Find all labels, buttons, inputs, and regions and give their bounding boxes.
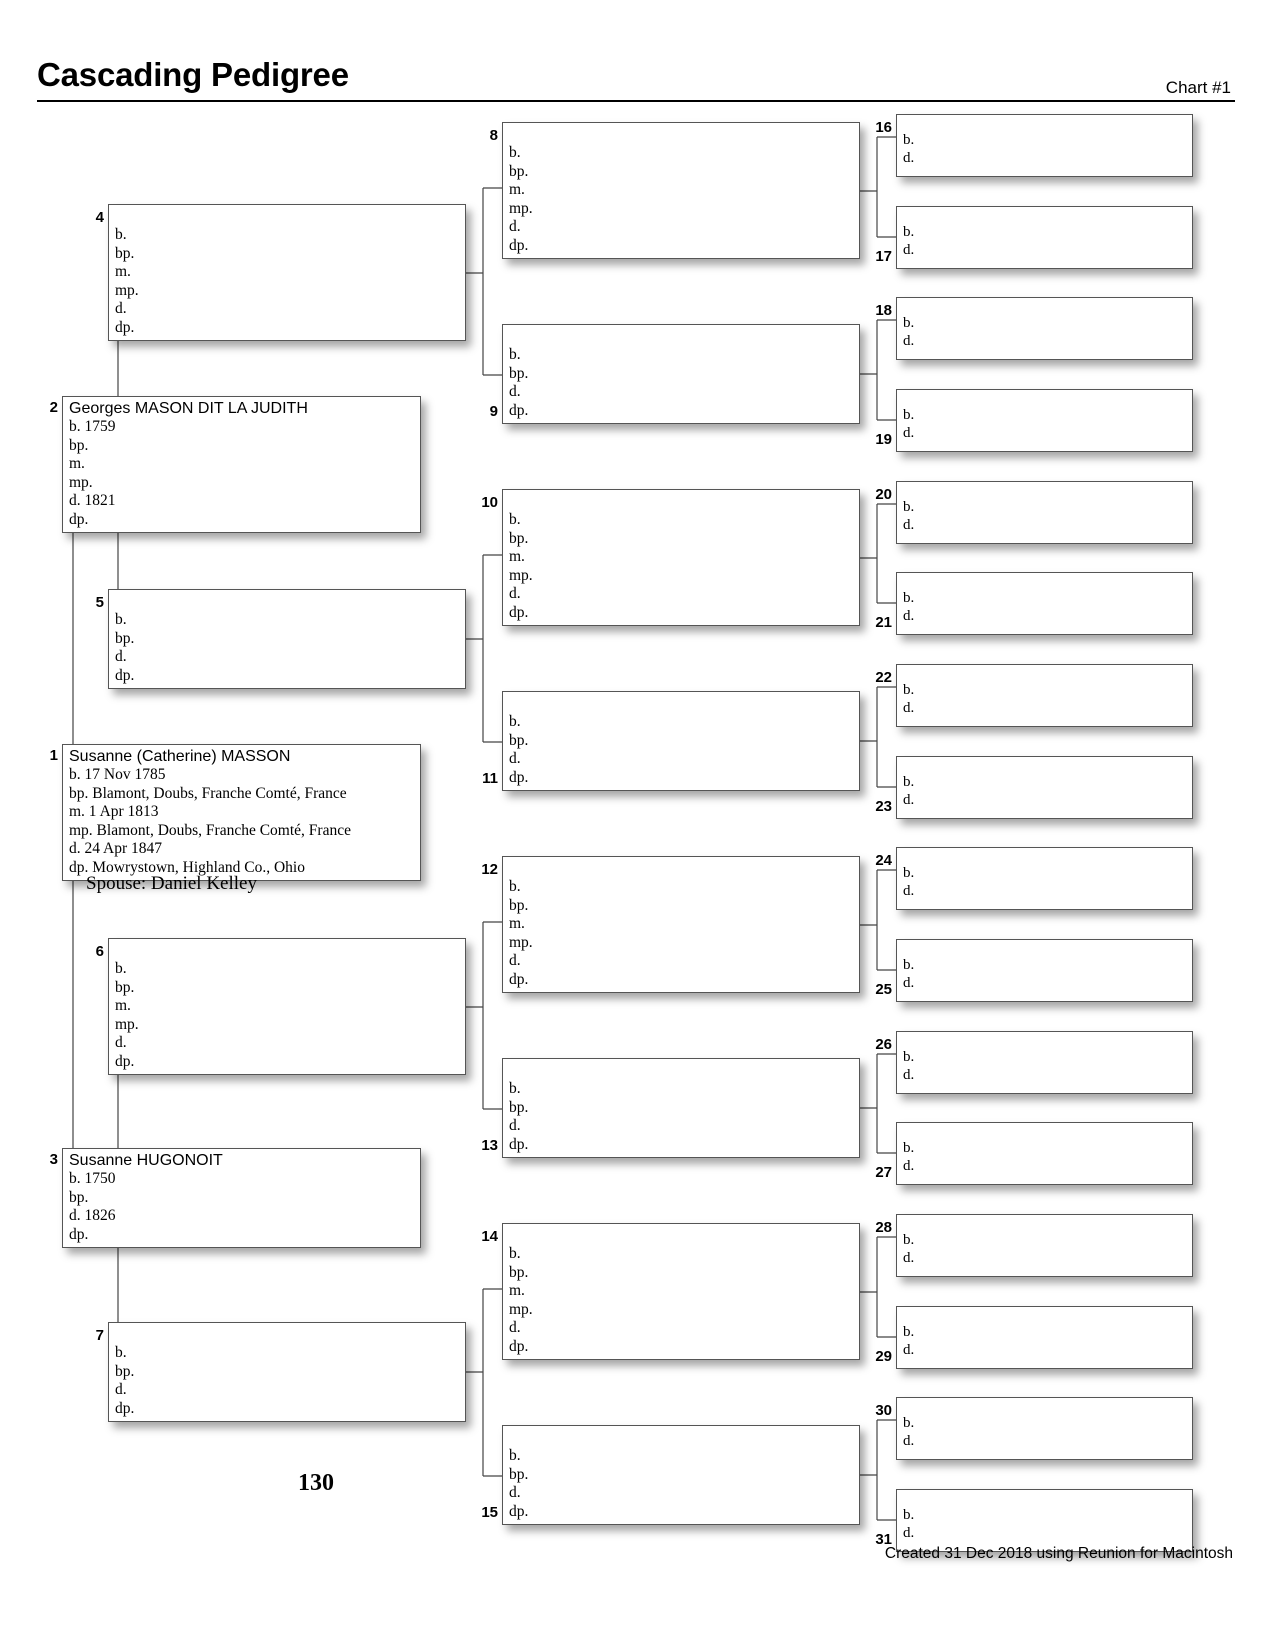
person-name xyxy=(897,848,1192,864)
person-number: 14 xyxy=(481,1228,498,1245)
person-detail-line: dp. xyxy=(115,666,135,684)
person-detail-line: b. xyxy=(903,132,915,148)
person-name xyxy=(897,1490,1192,1506)
person-name xyxy=(897,573,1192,589)
person-detail-line: dp. xyxy=(509,970,529,988)
page-title: Cascading Pedigree xyxy=(37,56,349,93)
person-detail-line: d. xyxy=(115,300,127,317)
person-detail-line: bp. xyxy=(115,978,135,996)
person-name xyxy=(503,857,859,878)
person-box-13 xyxy=(502,1058,860,1158)
person-number: 15 xyxy=(481,1504,498,1521)
person-detail-line: b. 1750 xyxy=(69,1170,116,1187)
person-name xyxy=(503,1426,859,1447)
person-number: 6 xyxy=(95,943,104,960)
person-number: 27 xyxy=(875,1164,892,1181)
person-number: 22 xyxy=(875,669,892,686)
person-number: 9 xyxy=(489,403,498,420)
person-detail-line: mp. xyxy=(69,473,93,491)
person-name xyxy=(503,490,859,511)
footer-credit: Created 31 Dec 2018 using Reunion for Macintosh xyxy=(884,1545,1233,1562)
person-detail-line: b. xyxy=(903,682,915,698)
person-number: 25 xyxy=(875,981,892,998)
person-box-21 xyxy=(896,572,1193,635)
person-box-19 xyxy=(896,389,1193,452)
person-name xyxy=(897,482,1192,498)
person-detail-line: mp. xyxy=(115,281,139,299)
person-detail-line: b. xyxy=(509,144,521,161)
person-name xyxy=(503,1224,859,1245)
person-detail-line: d. xyxy=(903,242,915,258)
person-number: 24 xyxy=(875,852,892,869)
person-box-15 xyxy=(502,1425,860,1525)
person-name xyxy=(897,298,1192,314)
person-detail-line: b. xyxy=(903,865,915,881)
person-detail-line: bp. xyxy=(69,436,89,454)
person-number: 20 xyxy=(875,486,892,503)
person-detail-line: d. xyxy=(509,585,521,602)
person-name: Susanne HUGONOIT xyxy=(69,1152,223,1169)
person-number: 3 xyxy=(49,1151,58,1168)
person-detail-line: m. xyxy=(509,915,525,932)
person-detail-line: bp. Blamont, Doubs, Franche Comté, France xyxy=(69,784,347,802)
person-number: 31 xyxy=(875,1531,892,1548)
person-box-1 xyxy=(62,744,421,881)
person-detail-line: bp. xyxy=(509,162,529,180)
person-box-3 xyxy=(62,1148,421,1248)
person-detail-line: b. xyxy=(903,1507,915,1523)
person-detail-line: b. xyxy=(903,1140,915,1156)
person-number: 29 xyxy=(875,1348,892,1365)
person-number: 21 xyxy=(875,614,892,631)
person-detail-line: d. xyxy=(903,700,915,716)
person-detail-line: d. xyxy=(509,383,521,400)
person-number: 28 xyxy=(875,1219,892,1236)
spouse-label: Spouse: Daniel Kelley xyxy=(86,873,257,894)
person-detail-line: mp. Blamont, Doubs, Franche Comté, France xyxy=(69,821,351,839)
person-name xyxy=(897,665,1192,681)
person-detail-line: d. 24 Apr 1847 xyxy=(69,840,162,857)
person-detail-line: b. xyxy=(903,590,915,606)
person-box-17 xyxy=(896,206,1193,269)
person-detail-line: b. xyxy=(903,1232,915,1248)
person-detail-line: m. xyxy=(509,1282,525,1299)
person-number: 1 xyxy=(49,747,58,764)
person-detail-line: b. xyxy=(903,774,915,790)
person-detail-line: b. xyxy=(509,1447,521,1464)
person-number: 4 xyxy=(95,209,104,226)
person-detail-line: b. xyxy=(509,511,521,528)
person-detail-line: dp. xyxy=(69,510,89,528)
person-name xyxy=(897,1307,1192,1323)
person-box-28 xyxy=(896,1214,1193,1277)
person-detail-line: b. xyxy=(903,315,915,331)
person-number: 18 xyxy=(875,302,892,319)
person-detail-line: bp. xyxy=(509,896,529,914)
person-name xyxy=(503,123,859,144)
person-detail-line: b. xyxy=(903,499,915,515)
person-name xyxy=(897,1398,1192,1414)
person-detail-line: d. xyxy=(903,1158,915,1174)
person-name xyxy=(897,115,1192,131)
person-name xyxy=(503,1059,859,1080)
person-detail-line: b. 1759 xyxy=(69,418,116,435)
person-detail-line: d. xyxy=(903,1433,915,1449)
person-detail-line: mp. xyxy=(509,1300,533,1318)
person-detail-line: m. xyxy=(509,548,525,565)
person-detail-line: d. xyxy=(903,975,915,991)
person-box-18 xyxy=(896,297,1193,360)
person-number: 2 xyxy=(49,399,58,416)
person-detail-line: bp. xyxy=(509,1263,529,1281)
person-number: 8 xyxy=(489,127,498,144)
person-detail-line: dp. Mowrystown, Highland Co., Ohio xyxy=(69,858,305,876)
person-name xyxy=(897,940,1192,956)
person-box-8 xyxy=(502,122,860,259)
person-detail-line: m. xyxy=(115,263,131,280)
person-detail-line: d. xyxy=(509,952,521,969)
person-name xyxy=(897,1123,1192,1139)
person-detail-line: b. xyxy=(903,224,915,240)
person-box-27 xyxy=(896,1122,1193,1185)
person-detail-line: b. xyxy=(115,226,127,243)
person-detail-line: d. xyxy=(903,1342,915,1358)
person-detail-line: d. xyxy=(903,608,915,624)
person-number: 19 xyxy=(875,431,892,448)
person-box-11 xyxy=(502,691,860,791)
person-detail-line: dp. xyxy=(509,1135,529,1153)
person-box-26 xyxy=(896,1031,1193,1094)
page-number: 130 xyxy=(298,1470,334,1496)
person-detail-line: d. xyxy=(115,1034,127,1051)
person-detail-line: mp. xyxy=(509,199,533,217)
person-name xyxy=(897,1032,1192,1048)
person-detail-line: d. 1821 xyxy=(69,492,116,509)
person-detail-line: m. 1 Apr 1813 xyxy=(69,803,159,820)
person-box-30 xyxy=(896,1397,1193,1460)
person-detail-line: d. xyxy=(903,150,915,166)
person-detail-line: b. xyxy=(115,960,127,977)
person-detail-line: b. xyxy=(509,1080,521,1097)
person-number: 23 xyxy=(875,798,892,815)
person-detail-line: m. xyxy=(509,181,525,198)
person-detail-line: d. xyxy=(115,1381,127,1398)
person-detail-line: dp. xyxy=(509,603,529,621)
person-detail-line: mp. xyxy=(509,933,533,951)
person-detail-line: dp. xyxy=(509,1502,529,1520)
person-detail-line: bp. xyxy=(509,529,529,547)
person-name xyxy=(503,692,859,713)
person-detail-line: bp. xyxy=(509,1098,529,1116)
person-detail-line: d. xyxy=(509,1484,521,1501)
person-name xyxy=(109,939,465,960)
person-box-2 xyxy=(62,396,421,533)
person-box-24 xyxy=(896,847,1193,910)
person-name: Georges MASON DIT LA JUDITH xyxy=(69,400,308,417)
person-detail-line: bp. xyxy=(509,1465,529,1483)
person-detail-line: bp. xyxy=(509,364,529,382)
person-detail-line: dp. xyxy=(509,236,529,254)
person-detail-line: b. xyxy=(115,1344,127,1361)
person-name xyxy=(897,757,1192,773)
person-detail-line: b. 17 Nov 1785 xyxy=(69,766,166,783)
person-detail-line: d. xyxy=(903,425,915,441)
person-detail-line: bp. xyxy=(69,1188,89,1206)
person-detail-line: d. xyxy=(903,883,915,899)
person-detail-line: dp. xyxy=(115,1399,135,1417)
person-number: 11 xyxy=(482,770,498,787)
person-detail-line: b. xyxy=(115,611,127,628)
person-box-25 xyxy=(896,939,1193,1002)
person-number: 7 xyxy=(95,1327,104,1344)
person-detail-line: d. xyxy=(509,750,521,767)
person-detail-line: b. xyxy=(903,1049,915,1065)
person-detail-line: b. xyxy=(509,346,521,363)
person-name xyxy=(897,207,1192,223)
person-number: 17 xyxy=(875,248,892,265)
person-detail-line: d. xyxy=(903,1525,915,1541)
person-detail-line: dp. xyxy=(115,1052,135,1070)
person-name xyxy=(109,205,465,226)
person-detail-line: d. xyxy=(903,792,915,808)
person-number: 26 xyxy=(875,1036,892,1053)
person-number: 12 xyxy=(481,861,498,878)
person-detail-line: d. xyxy=(903,517,915,533)
person-box-12 xyxy=(502,856,860,993)
person-number: 16 xyxy=(875,119,892,136)
person-name xyxy=(897,1215,1192,1231)
person-detail-line: b. xyxy=(903,1415,915,1431)
person-detail-line: b. xyxy=(509,1245,521,1262)
person-detail-line: dp. xyxy=(509,401,529,419)
person-box-5 xyxy=(108,589,466,689)
person-box-6 xyxy=(108,938,466,1075)
person-box-23 xyxy=(896,756,1193,819)
person-detail-line: m. xyxy=(69,455,85,472)
person-detail-line: bp. xyxy=(115,629,135,647)
person-detail-line: b. xyxy=(903,957,915,973)
person-detail-line: d. xyxy=(509,1319,521,1336)
person-detail-line: d. xyxy=(903,1250,915,1266)
person-name xyxy=(109,1323,465,1344)
person-detail-line: dp. xyxy=(69,1225,89,1243)
person-box-20 xyxy=(896,481,1193,544)
person-detail-line: b. xyxy=(509,713,521,730)
person-detail-line: d. 1826 xyxy=(69,1207,116,1224)
person-number: 5 xyxy=(95,594,104,611)
person-name xyxy=(503,325,859,346)
person-detail-line: b. xyxy=(509,878,521,895)
person-detail-line: mp. xyxy=(115,1015,139,1033)
person-detail-line: bp. xyxy=(115,244,135,262)
person-detail-line: bp. xyxy=(115,1362,135,1380)
person-detail-line: mp. xyxy=(509,566,533,584)
person-number: 10 xyxy=(481,494,498,511)
person-box-10 xyxy=(502,489,860,626)
person-box-14 xyxy=(502,1223,860,1360)
person-detail-line: d. xyxy=(509,1117,521,1134)
person-detail-line: d. xyxy=(903,1067,915,1083)
person-box-22 xyxy=(896,664,1193,727)
person-detail-line: dp. xyxy=(115,318,135,336)
person-box-31 xyxy=(896,1489,1193,1552)
person-box-16 xyxy=(896,114,1193,177)
person-name: Susanne (Catherine) MASSON xyxy=(69,748,291,765)
person-detail-line: m. xyxy=(115,997,131,1014)
person-box-9 xyxy=(502,324,860,424)
person-name xyxy=(109,590,465,611)
person-number: 13 xyxy=(481,1137,498,1154)
person-box-29 xyxy=(896,1306,1193,1369)
person-detail-line: dp. xyxy=(509,768,529,786)
person-name xyxy=(897,390,1192,406)
person-number: 30 xyxy=(875,1402,892,1419)
person-detail-line: d. xyxy=(903,333,915,349)
person-box-4 xyxy=(108,204,466,341)
person-detail-line: d. xyxy=(509,218,521,235)
person-box-7 xyxy=(108,1322,466,1422)
chart-number: Chart #1 xyxy=(1165,78,1231,97)
person-detail-line: b. xyxy=(903,407,915,423)
person-detail-line: bp. xyxy=(509,731,529,749)
person-detail-line: d. xyxy=(115,648,127,665)
person-detail-line: dp. xyxy=(509,1337,529,1355)
person-detail-line: b. xyxy=(903,1324,915,1340)
